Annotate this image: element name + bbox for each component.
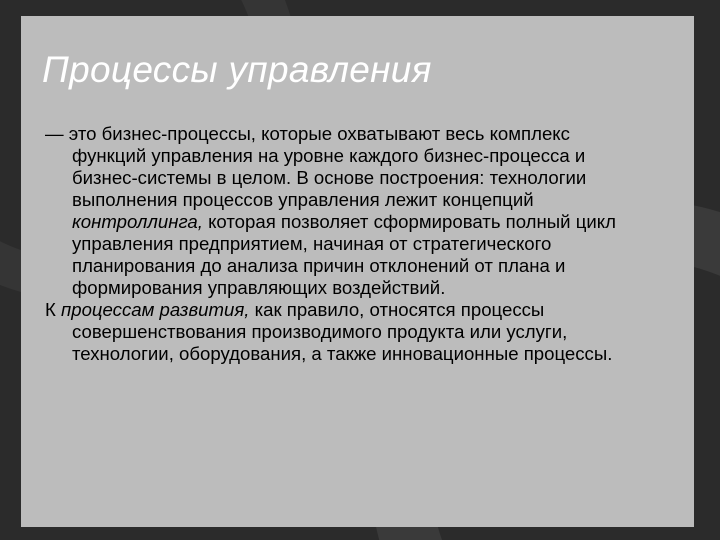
- paragraph-2-text: К: [45, 299, 61, 320]
- slide-title: Процессы управления: [42, 49, 432, 90]
- paragraph-1-text: — это бизнес-процессы, которые охватывают весь комплекс функций управления на уровне каждого бизнес-процесса и бизнес-системы в целом. В основе построения: технологии выполнения процессов управления лежит концепций: [45, 123, 587, 210]
- paragraph-management: [45, 123, 630, 299]
- paragraph-2-text-end: как правило, относятся процессы совершенствования производимого продукта или услуги, технологии, оборудования, а также инновационные процессы.: [72, 299, 613, 364]
- paragraph-development: [45, 299, 630, 365]
- paragraph-2-emphasis: процессам развития,: [61, 299, 250, 320]
- slide-body: [45, 123, 630, 365]
- paragraph-1-text-end: которая позволяет сформировать полный цикл управления предприятием, начиная от стратегического планирования до анализа причин отклонений от плана и формирования управляющих воздействий.: [72, 211, 616, 298]
- paragraph-1-emphasis: контроллинга,: [72, 211, 203, 232]
